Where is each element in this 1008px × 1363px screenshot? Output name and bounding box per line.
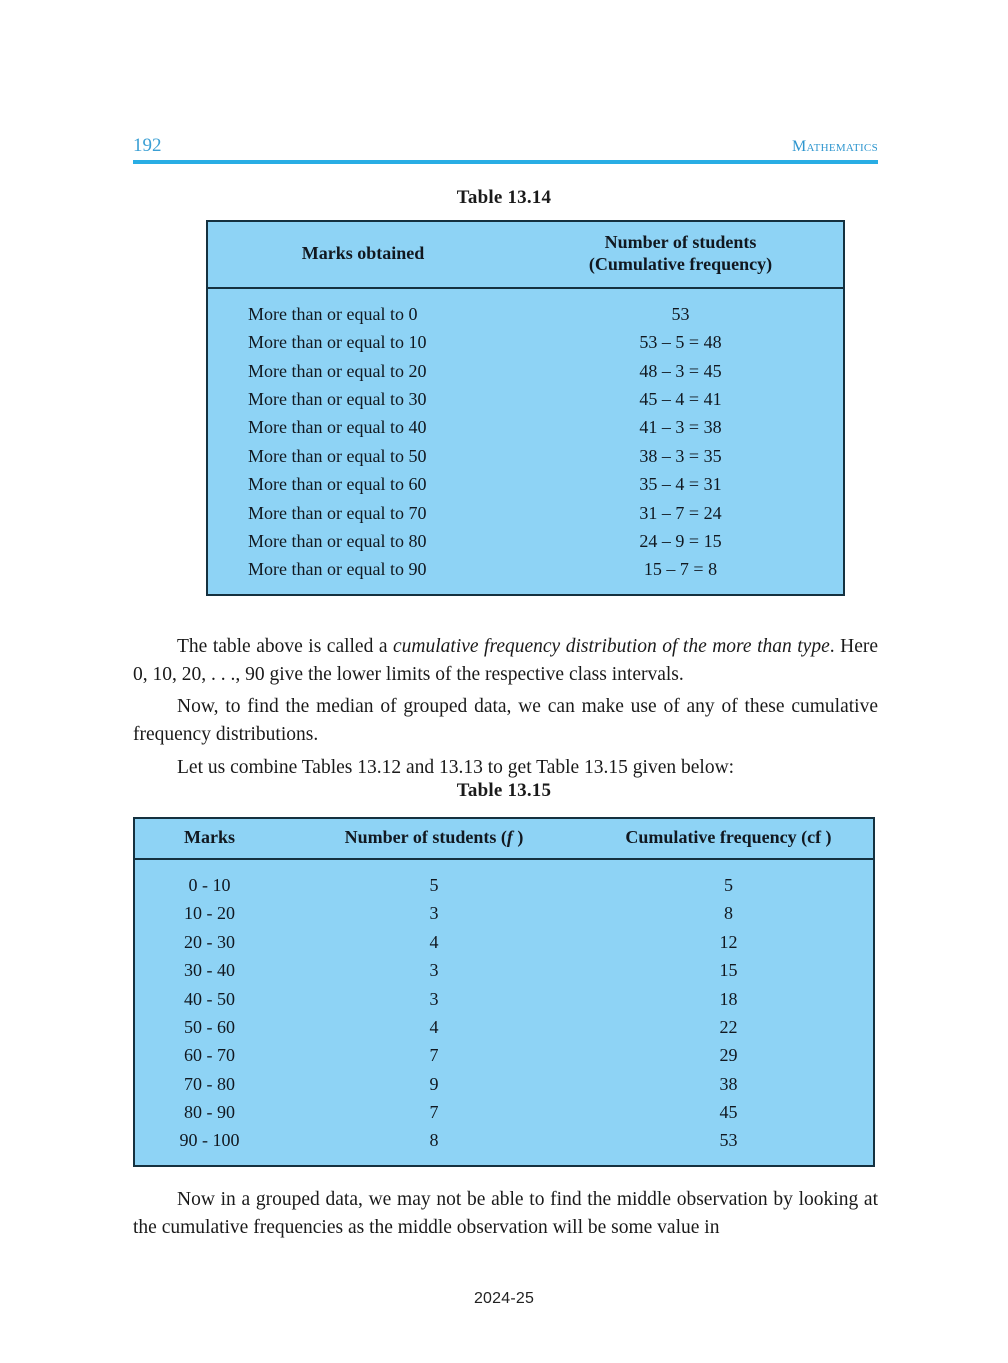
cell-spacer-bottom: [208, 584, 518, 594]
table-row-value: 15: [719, 960, 738, 981]
paragraph-combine-tables: [133, 754, 878, 782]
paragraph-more-than-type: [133, 633, 878, 689]
table-row: 20 - 30: [184, 931, 235, 952]
table-row-value: 48 – 3 = 45: [639, 360, 722, 381]
table-row-value: 8: [724, 903, 733, 924]
table-1315-col-header-cumulative: Cumulative frequency (cf ): [584, 818, 874, 859]
table-row-value: 29: [719, 1045, 738, 1066]
paragraph-text-after-italic: . Here 0, 10, 20, . . ., 90 give the lower limits of the respective class intervals.: [133, 635, 878, 685]
table-1315-frequency-cell: [284, 859, 584, 1166]
table-1314-col-header-students: [518, 221, 844, 288]
table-row-value: 31 – 7 = 24: [639, 502, 722, 523]
table-row: More than or equal to 10: [248, 332, 427, 353]
header-divider-rule: [133, 160, 878, 164]
cell-spacer-bottom: [584, 1155, 873, 1165]
book-title: Mathematics: [792, 138, 878, 155]
table-row-value: 4: [429, 1016, 439, 1037]
col-header-line-1: Number of students: [604, 232, 757, 252]
table-row-value: 45: [719, 1102, 738, 1123]
cell-spacer-bottom: [284, 1155, 584, 1165]
table-row: 70 - 80: [184, 1073, 235, 1094]
table-row-value: 5: [724, 874, 733, 895]
page-number: 192: [133, 135, 162, 156]
table-1315-header-row: [134, 818, 874, 859]
table-row-value: 3: [429, 903, 439, 924]
table-row: More than or equal to 0: [248, 303, 418, 324]
table-row: 90 - 100: [179, 1130, 240, 1151]
table-row-value: 3: [429, 988, 439, 1009]
frequency-symbol: f: [506, 827, 513, 847]
page-header: [133, 136, 878, 155]
table-1315-marks-cell: [134, 859, 284, 1166]
table-row: 80 - 90: [184, 1102, 235, 1123]
table-row: More than or equal to 30: [248, 389, 427, 410]
table-1314-values-cell: [518, 288, 844, 595]
cell-spacer-top: [208, 289, 518, 300]
table-1315-body-row: [134, 859, 874, 1166]
table-row: 10 - 20: [184, 903, 235, 924]
table-1314-col-header-marks: [207, 221, 518, 288]
table-row: More than or equal to 60: [248, 474, 427, 495]
table-row-value: 8: [429, 1130, 439, 1151]
table-row: 40 - 50: [184, 988, 235, 1009]
paragraph-text: Let us combine Tables 13.12 and 13.13 to get Table 13.15 given below:: [177, 756, 735, 778]
col-header-line-2: (Cumulative frequency): [588, 253, 773, 274]
table-1314-caption: Table 13.14: [456, 187, 552, 208]
table-1315-caption: Table 13.15: [456, 780, 552, 801]
table-row-value: 15 – 7 = 8: [643, 559, 718, 580]
cell-spacer-top: [284, 860, 584, 871]
paragraph-median-intro: [133, 693, 878, 749]
table-row-value: 7: [429, 1102, 439, 1123]
table-row: 0 - 10: [188, 874, 231, 895]
table-row-value: 41 – 3 = 38: [639, 417, 722, 438]
table-row-value: 9: [429, 1073, 439, 1094]
table-row-value: 38: [719, 1073, 738, 1094]
table-1315: [133, 817, 875, 1167]
paragraph-grouped-data: [133, 1186, 878, 1242]
table-row-value: 45 – 4 = 41: [639, 389, 722, 410]
table-1314-body-row: [207, 288, 844, 595]
table-row-value: 4: [429, 931, 439, 952]
table-row-value: 18: [719, 988, 738, 1009]
cell-spacer-bottom: [518, 584, 843, 594]
col-header-line-1: Marks obtained: [301, 242, 425, 263]
col-header-prefix: Number of students (: [344, 827, 507, 847]
paragraph-italic-term: cumulative frequency distribution of the more than type: [393, 635, 830, 657]
table-row: More than or equal to 20: [248, 360, 427, 381]
table-row-value: 22: [719, 1016, 738, 1037]
cell-spacer-top: [135, 860, 284, 871]
col-header-suffix: ): [512, 827, 524, 847]
paragraph-text: Now in a grouped data, we may not be able to find the middle observation by looking at the cumulative frequencies as the middle observation will be some value in: [133, 1188, 878, 1238]
table-row: More than or equal to 40: [248, 417, 427, 438]
table-row: 50 - 60: [184, 1016, 235, 1037]
table-row-value: 24 – 9 = 15: [639, 531, 722, 552]
table-row: More than or equal to 80: [248, 531, 427, 552]
table-row-value: 53 – 5 = 48: [639, 332, 722, 353]
table-row-value: 3: [429, 960, 439, 981]
table-row-value: 53: [671, 303, 690, 324]
table-1314: [206, 220, 845, 596]
paragraph-text: Now, to find the median of grouped data, we can make use of any of these cumulative frequency distributions.: [133, 695, 878, 745]
table-row-value: 35 – 4 = 31: [639, 474, 722, 495]
cell-spacer-top: [518, 289, 843, 300]
table-row: 60 - 70: [184, 1045, 235, 1066]
table-row-value: 53: [719, 1130, 738, 1151]
table-1314-header-row: [207, 221, 844, 288]
table-1315-cumulative-cell: [584, 859, 874, 1166]
table-1315-col-header-students: [284, 818, 584, 859]
page-footer: 2024-25: [473, 1290, 535, 1307]
table-1314-labels-cell: [207, 288, 518, 595]
table-row: More than or equal to 70: [248, 502, 427, 523]
table-row: More than or equal to 90: [248, 559, 427, 580]
table-row-value: 7: [429, 1045, 439, 1066]
table-1315-col-header-marks: Marks: [134, 818, 284, 859]
table-row-value: 12: [719, 931, 738, 952]
table-row-value: 5: [429, 874, 439, 895]
table-row-value: 38 – 3 = 35: [639, 445, 722, 466]
cell-spacer-bottom: [135, 1155, 284, 1165]
paragraph-text-before-italic: The table above is called a: [177, 635, 393, 657]
cell-spacer-top: [584, 860, 873, 871]
table-row: 30 - 40: [184, 960, 235, 981]
table-row: More than or equal to 50: [248, 445, 427, 466]
